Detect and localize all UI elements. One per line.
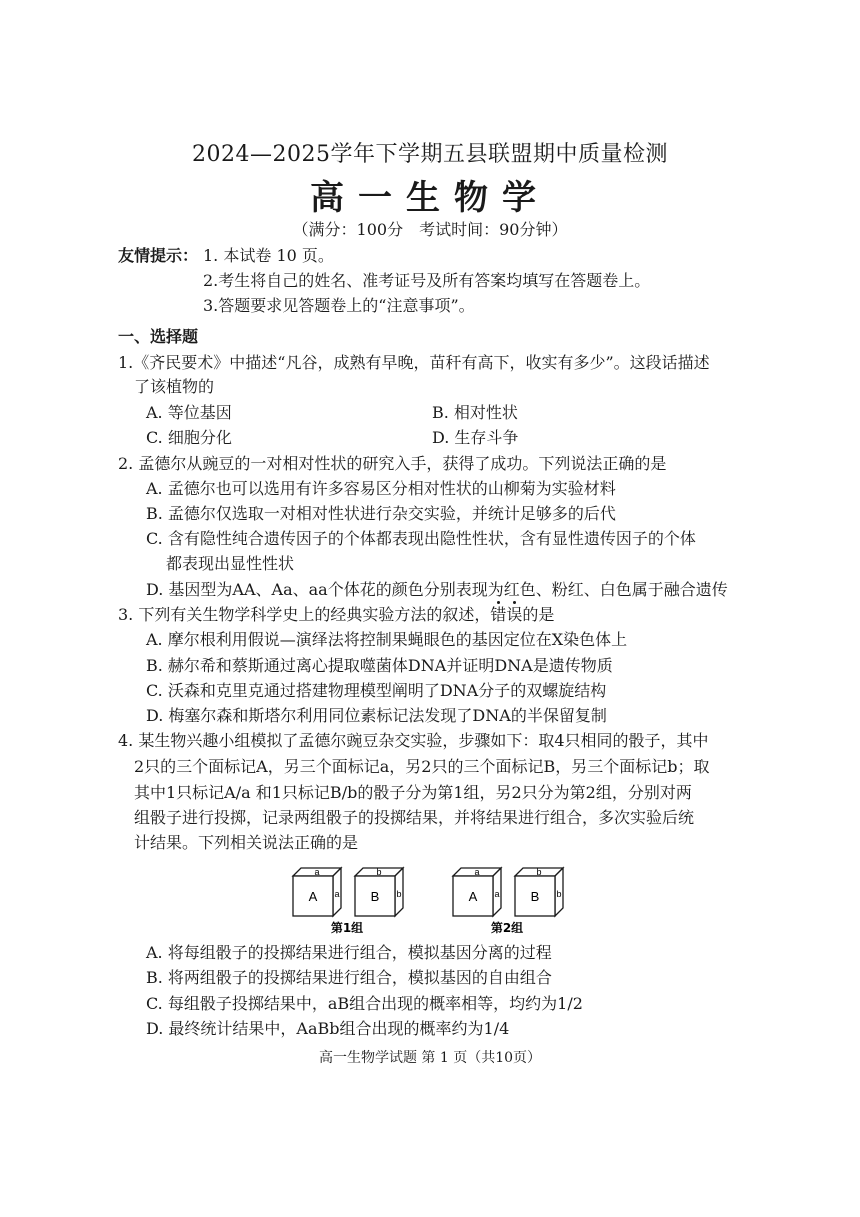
option: B. 将两组骰子的投掷结果进行组合，模拟基因的自由组合 bbox=[146, 968, 552, 987]
subject-title: 高一生物学 bbox=[310, 178, 550, 218]
option: B. 相对性状 bbox=[432, 403, 518, 422]
die-face-side: a bbox=[334, 889, 340, 899]
die-face-side: b bbox=[556, 889, 562, 899]
option: D. 最终统计结果中，AaBb组合出现的概率约为1/4 bbox=[146, 1019, 510, 1038]
die-face-front: B bbox=[530, 889, 540, 904]
dice-group-2 bbox=[453, 867, 563, 935]
group-label: 第2组 bbox=[490, 921, 524, 935]
tip-item: 2.考生将自己的姓名、准考证号及所有答案均填写在答题卷上。 bbox=[203, 271, 651, 290]
option: A. 将每组骰子的投掷结果进行组合，模拟基因分离的过程 bbox=[146, 943, 552, 962]
dice-group-1 bbox=[293, 867, 403, 935]
option: C. 每组骰子投掷结果中，aB组合出现的概率相等，均约为1/2 bbox=[146, 994, 583, 1013]
section-title: 一、选择题 bbox=[118, 327, 199, 346]
page-footer: 高一生物学试题 第 1 页（共10页） bbox=[318, 1050, 542, 1066]
question-stem: 其中1只标记A/a 和1只标记B/b的骰子分为第1组，另2只分为第2组，分别对两 bbox=[134, 783, 692, 802]
die-bb bbox=[515, 867, 563, 916]
group-label: 第1组 bbox=[330, 921, 364, 935]
stem-text: 3. 下列有关生物学科学史上的经典实验方法的叙述， bbox=[118, 605, 491, 624]
emphasis-char: 错 bbox=[490, 605, 507, 624]
die-face-front: A bbox=[308, 889, 318, 904]
question-stem: 1.《齐民要术》中描述“凡谷，成熟有早晚，苗秆有高下，收实有多少”。这段话描述 bbox=[118, 353, 710, 372]
question-stem: 2只的三个面标记A，另三个面标记a，另2只的三个面标记B，另三个面标记b；取 bbox=[134, 757, 710, 776]
option: A. 摩尔根利用假说—演绎法将控制果蝇眼色的基因定位在X染色体上 bbox=[146, 630, 628, 649]
die-face-front: B bbox=[370, 889, 380, 904]
question-stem: 4. 某生物兴趣小组模拟了孟德尔豌豆杂交实验，步骤如下：取4只相同的骰子，其中 bbox=[118, 731, 709, 750]
die-aa bbox=[293, 867, 341, 916]
option: A. 等位基因 bbox=[146, 403, 232, 422]
option: C. 沃森和克里克通过搭建物理模型阐明了DNA分子的双螺旋结构 bbox=[146, 681, 607, 700]
option: B. 孟德尔仅选取一对相对性状进行杂交实验，并统计足够多的后代 bbox=[146, 504, 616, 523]
option: D. 基因型为AA、Aa、aa个体花的颜色分别表现为红色、粉红、白色属于融合遗传 bbox=[146, 580, 728, 599]
emphasis-word bbox=[490, 605, 522, 624]
die-face-side: b bbox=[396, 889, 402, 899]
dice-figure bbox=[285, 852, 585, 942]
die-face-top: b bbox=[376, 867, 382, 877]
option: D. 生存斗争 bbox=[432, 428, 519, 447]
question-stem: 组骰子进行投掷，记录两组骰子的投掷结果，并将结果进行组合，多次实验后统 bbox=[134, 808, 695, 827]
die-face-side: a bbox=[494, 889, 500, 899]
die-aa bbox=[453, 867, 501, 916]
die-face-top: a bbox=[474, 867, 480, 877]
question-stem bbox=[118, 605, 554, 625]
option: D. 梅塞尔森和斯塔尔利用同位素标记法发现了DNA的半保留复制 bbox=[146, 706, 607, 725]
exam-meta: （满分：100分 考试时间：90分钟） bbox=[292, 220, 568, 239]
option: A. 孟德尔也可以选用有许多容易区分相对性状的山柳菊为实验材料 bbox=[146, 479, 616, 498]
die-face-top: a bbox=[314, 867, 320, 877]
die-face-top: b bbox=[536, 867, 542, 877]
tip-item: 1. 本试卷 10 页。 bbox=[203, 246, 334, 265]
question-stem: 了该植物的 bbox=[134, 377, 215, 396]
question-stem: 2. 孟德尔从豌豆的一对相对性状的研究入手，获得了成功。下列说法正确的是 bbox=[118, 454, 667, 473]
exam-title: 2024—2025学年下学期五县联盟期中质量检测 bbox=[192, 142, 668, 167]
tip-item: 3.答题要求见答题卷上的“注意事项”。 bbox=[203, 296, 475, 315]
emphasis-char: 误 bbox=[506, 605, 523, 624]
option: C. 含有隐性纯合遗传因子的个体都表现出隐性性状，含有显性遗传因子的个体 bbox=[146, 529, 696, 548]
option: C. 细胞分化 bbox=[146, 428, 232, 447]
die-face-front: A bbox=[468, 889, 478, 904]
option: 都表现出显性性状 bbox=[166, 554, 295, 573]
tips-label: 友情提示： bbox=[118, 246, 199, 265]
die-bb bbox=[355, 867, 403, 916]
question-stem: 计结果。下列相关说法正确的是 bbox=[134, 833, 359, 852]
stem-text: 的是 bbox=[522, 605, 555, 624]
option: B. 赫尔希和蔡斯通过离心提取噬菌体DNA并证明DNA是遗传物质 bbox=[146, 656, 613, 675]
